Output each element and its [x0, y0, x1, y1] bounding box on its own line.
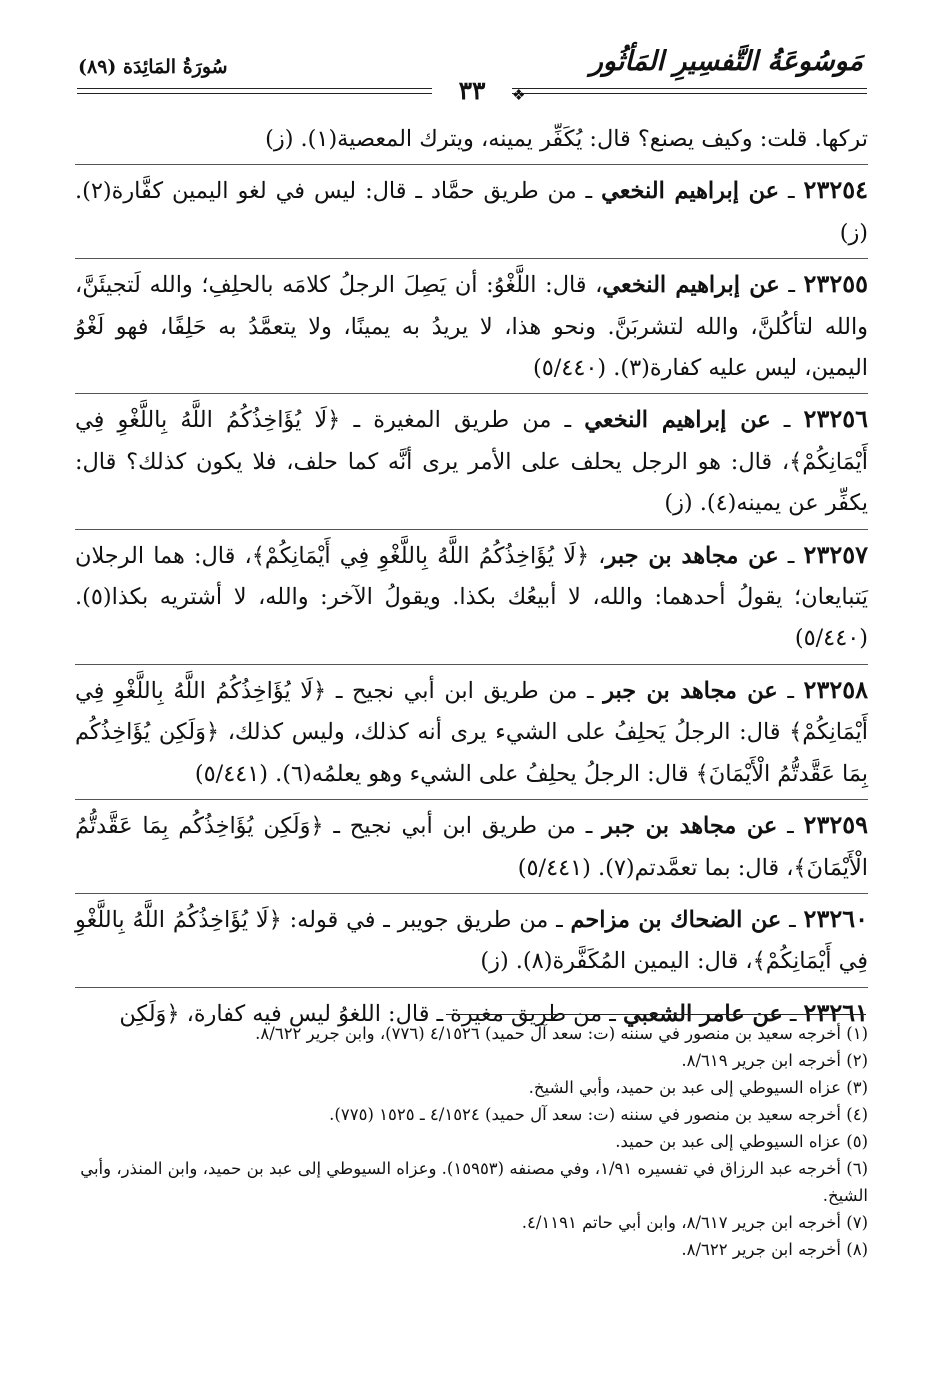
entry-text: تركها. قلت: وكيف يصنع؟ قال: يُكَفِّر يمينه، ويترك المعصية(١). (ز)	[265, 126, 868, 152]
entry-narrator: عن مجاهد بن جبر	[605, 542, 779, 569]
entry: ٢٣٢٦١ ـ عن عامر الشعبي ـ من طريق مغيرة ـ قال: اللغوُ ليس فيه كفارة، ﴿وَلَكِن	[119, 997, 868, 1027]
entry-text: ، ﴿لَا يُؤَاخِذُكُمُ اللَّهُ بِاللَّغْوِ فِي أَيْمَانِكُمْ﴾، قال: هما الرجلان يَتبايعان؛ يقولُ أحدهما: والله، لا أبيعُك بكذا. ويقولُ الآخر: والله، لا أشتريه بكذا(٥). (٥/٤٤٠)	[75, 542, 868, 652]
footnote: (٥) عزاه السيوطي إلى عبد بن حميد.	[615, 1132, 868, 1151]
entry: ٢٣٢٦٠ ـ عن الضحاك بن مزاحم ـ من طريق جويبر ـ في قوله: ﴿لَا يُؤَاخِذُكُمُ اللَّهُ بِاللَّغْوِ فِي أَيْمَانِكُمْ﴾، قال: اليمين المُكَفَّرة(٨). (ز)	[75, 898, 868, 988]
footnote: (٢) أخرجه ابن جرير ٨/٦١٩.	[681, 1051, 868, 1070]
entry-number: ٢٣٢٥٦	[803, 404, 868, 434]
entry-text: ـ من طريق مغيرة ـ قال: اللغوُ ليس فيه كفارة، ﴿وَلَكِن	[119, 1000, 623, 1027]
entry-number: ٢٣٢٥٤	[803, 175, 868, 205]
book-title: مَوسُوعَةُ التَّفسِيرِ المَأثُور	[589, 46, 863, 77]
entry-narrator: عن إبراهيم النخعي	[601, 178, 780, 205]
footnote: (٤) أخرجه سعيد بن منصور في سننه (ت: سعد آل حميد) ٤/١٥٢٤ ـ ١٥٢٥ (٧٧٥).	[329, 1105, 868, 1124]
main-text	[75, 119, 868, 1035]
footnote-rule	[446, 1014, 866, 1015]
entry-continuation	[75, 119, 868, 165]
entry: ٢٣٢٥٨ ـ عن مجاهد بن جبر ـ من طريق ابن أبي نجيح ـ ﴿لَا يُؤَاخِذُكُمُ اللَّهُ بِاللَّغْوِ فِي أَيْمَانِكُمْ﴾ قال: الرجلُ يَحلِفُ على الشيء يرى أنه كذلك، وليس كذلك، ﴿وَلَكِن يُؤَاخِذُكُم بِمَا عَقَّدتُّمُ الْأَيْمَانَ﴾ قال: الرجلُ يحلِفُ على الشيء وهو يعلمُه(٦). (٥/٤٤١)	[75, 669, 868, 800]
entry-number: ٢٣٢٥٧	[803, 539, 868, 569]
entry-number: ٢٣٢٥٥	[803, 269, 868, 299]
entry-narrator: عن مجاهد بن جبر	[603, 677, 778, 704]
footnote: (٦) أخرجه عبد الرزاق في تفسيره ١/٩١، وفي مصنفه (١٥٩٥٣). وعزاه السيوطي إلى عبد بن حميد، وابن المنذر، وأبي الشيخ.	[80, 1159, 868, 1205]
entry-narrator: عن إبراهيم النخعي	[584, 407, 771, 434]
entry-number: ٢٣٢٦١	[803, 997, 868, 1027]
entry-text: ، قال: اللَّغْوُ: أن يَصِلَ الرجلُ كلامَه بالحلِفِ؛ والله لَتجيئَنَّ، والله لتأكُلنَّ، والله لتشربَنَّ. ونحو هذا، لا يريدُ به يمينًا، ولا يتعمَّدُ به حَلِفًا، فهو لَغْوُ اليمين، ليس عليه كفارة(٣). (٥/٤٤٠)	[75, 272, 868, 382]
ornament-right-icon: ❖	[512, 86, 526, 104]
page-number: ٣٣	[432, 76, 512, 105]
entry-text: ـ من طريق ابن أبي نجيح ـ ﴿لَا يُؤَاخِذُكُمُ اللَّهُ بِاللَّغْوِ فِي أَيْمَانِكُمْ﴾ قال: الرجلُ يَحلِفُ على الشيء يرى أنه كذلك، وليس كذلك، ﴿وَلَكِن يُؤَاخِذُكُم بِمَا عَقَّدتُّمُ الْأَيْمَانَ﴾ قال: الرجلُ يحلِفُ على الشيء وهو يعلمُه(٦). (٥/٤٤١)	[75, 677, 868, 787]
footnote: (٣) عزاه السيوطي إلى عبد بن حميد، وأبي الشيخ.	[528, 1078, 868, 1097]
entry-narrator: عن إبراهيم النخعي	[602, 272, 780, 299]
entry-narrator: عن الضحاك بن مزاحم	[570, 906, 782, 933]
entry: ٢٣٢٥٤ ـ عن إبراهيم النخعي ـ من طريق حمَّاد ـ قال: ليس في لغو اليمين كفَّارة(٢). (ز)	[75, 169, 868, 259]
footnote: (٨) أخرجه ابن جرير ٨/٦٢٢.	[681, 1240, 868, 1259]
entry-text: ـ من طريق جويبر ـ في قوله: ﴿لَا يُؤَاخِذُكُمُ اللَّهُ بِاللَّغْوِ فِي أَيْمَانِكُمْ﴾، قال: اليمين المُكَفَّرة(٨). (ز)	[75, 906, 868, 975]
surah-title: سُورَةُ المَائِدَة (٨٩)	[78, 56, 228, 78]
footnote: (٧) أخرجه ابن جرير ٨/٦١٧، وابن أبي حاتم ٤/١١٩١.	[521, 1213, 868, 1232]
entry: ٢٣٢٥٦ ـ عن إبراهيم النخعي ـ من طريق المغيرة ـ ﴿لَا يُؤَاخِذُكُمُ اللَّهُ بِاللَّغْوِ فِي أَيْمَانِكُمْ﴾، قال: هو الرجل يحلف على الأمر يرى أنَّه كما حلف، فلا يكون كذلك؟ قال: يكفِّر عن يمينه(٤). (ز)	[75, 398, 868, 529]
entry-number: ٢٣٢٦٠	[803, 903, 868, 933]
footnote: (١) أخرجه سعيد بن منصور في سننه (ت: سعد آل حميد) ٤/١٥٢٦ (٧٧٦)، وابن جرير ٨/٦٢٢.	[255, 1024, 868, 1043]
entry-narrator: عن عامر الشعبي	[622, 1000, 783, 1027]
entry: ٢٣٢٥٧ ـ عن مجاهد بن جبر، ﴿لَا يُؤَاخِذُكُمُ اللَّهُ بِاللَّغْوِ فِي أَيْمَانِكُمْ﴾، قال: هما الرجلان يَتبايعان؛ يقولُ أحدهما: والله، لا أبيعُك بكذا. ويقولُ الآخر: والله، لا أشتريه بكذا(٥). (٥/٤٤٠)	[75, 534, 868, 665]
footnotes	[75, 1020, 868, 1263]
entry-number: ٢٣٢٥٨	[803, 674, 868, 704]
entry-text: ـ من طريق ابن أبي نجيح ـ ﴿وَلَكِن يُؤَاخِذُكُم بِمَا عَقَّدتُّمُ الْأَيْمَانَ﴾، قال: بما تعمَّدتم(٧). (٥/٤٤١)	[75, 813, 868, 881]
entry-number: ٢٣٢٥٩	[803, 810, 868, 840]
entry-text: ـ من طريق المغيرة ـ ﴿لَا يُؤَاخِذُكُمُ اللَّهُ بِاللَّغْوِ فِي أَيْمَانِكُمْ﴾، قال: هو الرجل يحلف على الأمر يرى أنَّه كما حلف، فلا يكون كذلك؟ قال: يكفِّر عن يمينه(٤). (ز)	[75, 407, 868, 517]
entry-narrator: عن مجاهد بن جبر	[602, 813, 778, 840]
entry: ٢٣٢٥٩ ـ عن مجاهد بن جبر ـ من طريق ابن أبي نجيح ـ ﴿وَلَكِن يُؤَاخِذُكُم بِمَا عَقَّدتُّمُ الْأَيْمَانَ﴾، قال: بما تعمَّدتم(٧). (٥/٤٤١)	[75, 804, 868, 894]
entry-text: ـ من طريق حمَّاد ـ قال: ليس في لغو اليمين كفَّارة(٢). (ز)	[75, 178, 868, 246]
entry: ٢٣٢٥٥ ـ عن إبراهيم النخعي، قال: اللَّغْوُ: أن يَصِلَ الرجلُ كلامَه بالحلِفِ؛ والله لَتجيئَنَّ، والله لتأكُلنَّ، والله لتشربَنَّ. ونحو هذا، لا يريدُ به يمينًا، ولا يتعمَّدُ به حَلِفًا، فهو لَغْوُ اليمين، ليس عليه كفارة(٣). (٥/٤٤٠)	[75, 263, 868, 394]
